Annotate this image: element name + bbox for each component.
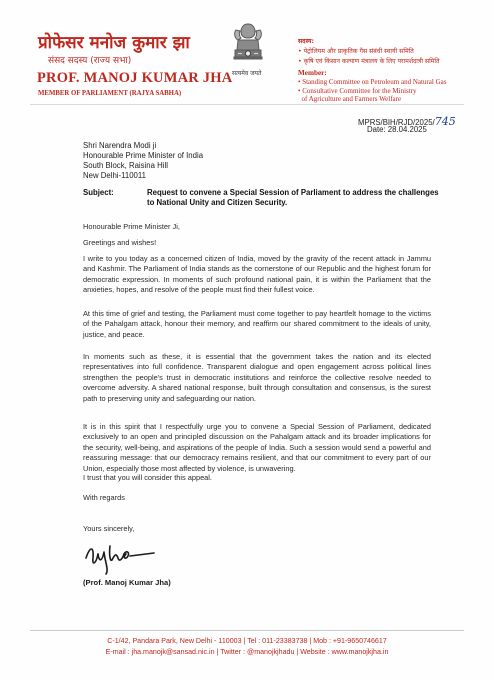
recipient-line: South Block, Raisina Hill bbox=[83, 161, 168, 170]
greeting: Greetings and wishes! bbox=[83, 238, 157, 247]
letter-date: Date: 28.04.2025 bbox=[367, 125, 427, 134]
regards-line: With regards bbox=[83, 493, 125, 502]
member-heading-hindi: सदस्य: bbox=[298, 38, 314, 45]
footer-contact-line: C-1/42, Pandara Park, New Delhi - 110003 | Tel : 011-23383738 | Mob : +91-9650746617 bbox=[107, 637, 387, 645]
body-paragraph: I write to you today as a concerned citizen of India, moved by the gravity of the recent attack in Jammu and Kashmir. The Parliament of India stands as the cornerstone of our Republic and the highest forum for democratic expression. In moments of such profound national pain, it is within the Parliament that the anxieties, hopes, and resolve of the people must find their fullest voice. bbox=[83, 254, 431, 295]
sender-designation-english: MEMBER OF PARLIAMENT (RAJYA SABHA) bbox=[38, 90, 182, 97]
recipient-line: Shri Narendra Modi ji bbox=[83, 141, 157, 150]
header-divider bbox=[30, 104, 464, 105]
subject-label: Subject: bbox=[83, 188, 114, 197]
sender-designation-hindi: संसद सदस्य (राज्य सभा) bbox=[48, 56, 132, 66]
body-paragraph: It is in this spirit that I respectfully urge you to convene a Special Session of Parliament, dedicated exclusively to an open and principled discussion on the Pahalgam attack and its broader implications for the security, well-being, and aspirations of the people of India. Such a session would send a powerful and reassuring message: that our democracy remains resilient, and that our commitment to every part of our Union, especially those most affected by violence, is unwavering. bbox=[83, 422, 431, 473]
recipient-line: New Delhi-110011 bbox=[83, 171, 146, 180]
closing-line: I trust that you will consider this appeal. bbox=[83, 473, 212, 482]
signer-name: (Prof. Manoj Kumar Jha) bbox=[83, 578, 171, 587]
state-emblem-icon bbox=[226, 20, 270, 68]
member-item-hindi: • पेट्रोलियम और प्राकृतिक गैस संबंधी स्थायी समिति bbox=[298, 48, 414, 55]
salutation: Honourable Prime Minister Ji, bbox=[83, 222, 180, 231]
handwritten-signature bbox=[82, 536, 158, 576]
member-item-hindi: • कृषि एवं किसान कल्याण मंत्रालय के लिए परामर्शदात्री समिति bbox=[298, 58, 440, 65]
member-item-english: of Agriculture and Farmers Welfare bbox=[298, 95, 402, 103]
recipient-line: Honourable Prime Minister of India bbox=[83, 151, 204, 160]
sender-name-hindi: प्रोफेसर मनोज कुमार झा bbox=[38, 33, 190, 53]
footer-email-line: E-mail : jha.manojk@sansad.nic.in | Twitter : @manojkjhadu | Website : www.manojkjha.in bbox=[105, 648, 389, 656]
member-item-english: • Standing Committee on Petroleum and Natural Gas bbox=[298, 78, 447, 86]
recipient-address bbox=[83, 141, 203, 181]
reference-number-handwritten: 745 bbox=[434, 115, 456, 128]
subject-text: Request to convene a Special Session of Parliament to address the challenges to National Unity and Citizen Security. bbox=[147, 188, 439, 207]
body-paragraph: At this time of grief and testing, the Parliament must come together to pay heartfelt homage to the victims of the Pahalgam attack, honour their memory, and reaffirm our shared commitment to the ideals of unity, justice, and peace. bbox=[83, 309, 431, 339]
valediction: Yours sincerely, bbox=[83, 524, 135, 533]
footer-divider bbox=[30, 630, 464, 631]
emblem-motto: सत्यमेव जयते bbox=[232, 70, 262, 77]
body-paragraph: In moments such as these, it is essential that the government takes the nation and its elected representatives into full confidence. Transparent dialogue and open engagement across political lines strengthen the people's trust in democratic institutions and reinforce the collective resolve needed to overcome adversity. A shared national response, built through consultation and consensus, is the surest path to preserving unity and safeguarding our nation. bbox=[83, 352, 431, 403]
reference-number-typed: MPRS/BIH/RJD/2025/ bbox=[358, 118, 435, 127]
sender-name-english: PROF. MANOJ KUMAR JHA bbox=[37, 70, 233, 86]
member-heading-english: Member: bbox=[298, 69, 327, 77]
member-item-english: • Consultative Committee for the Ministry bbox=[298, 86, 417, 95]
